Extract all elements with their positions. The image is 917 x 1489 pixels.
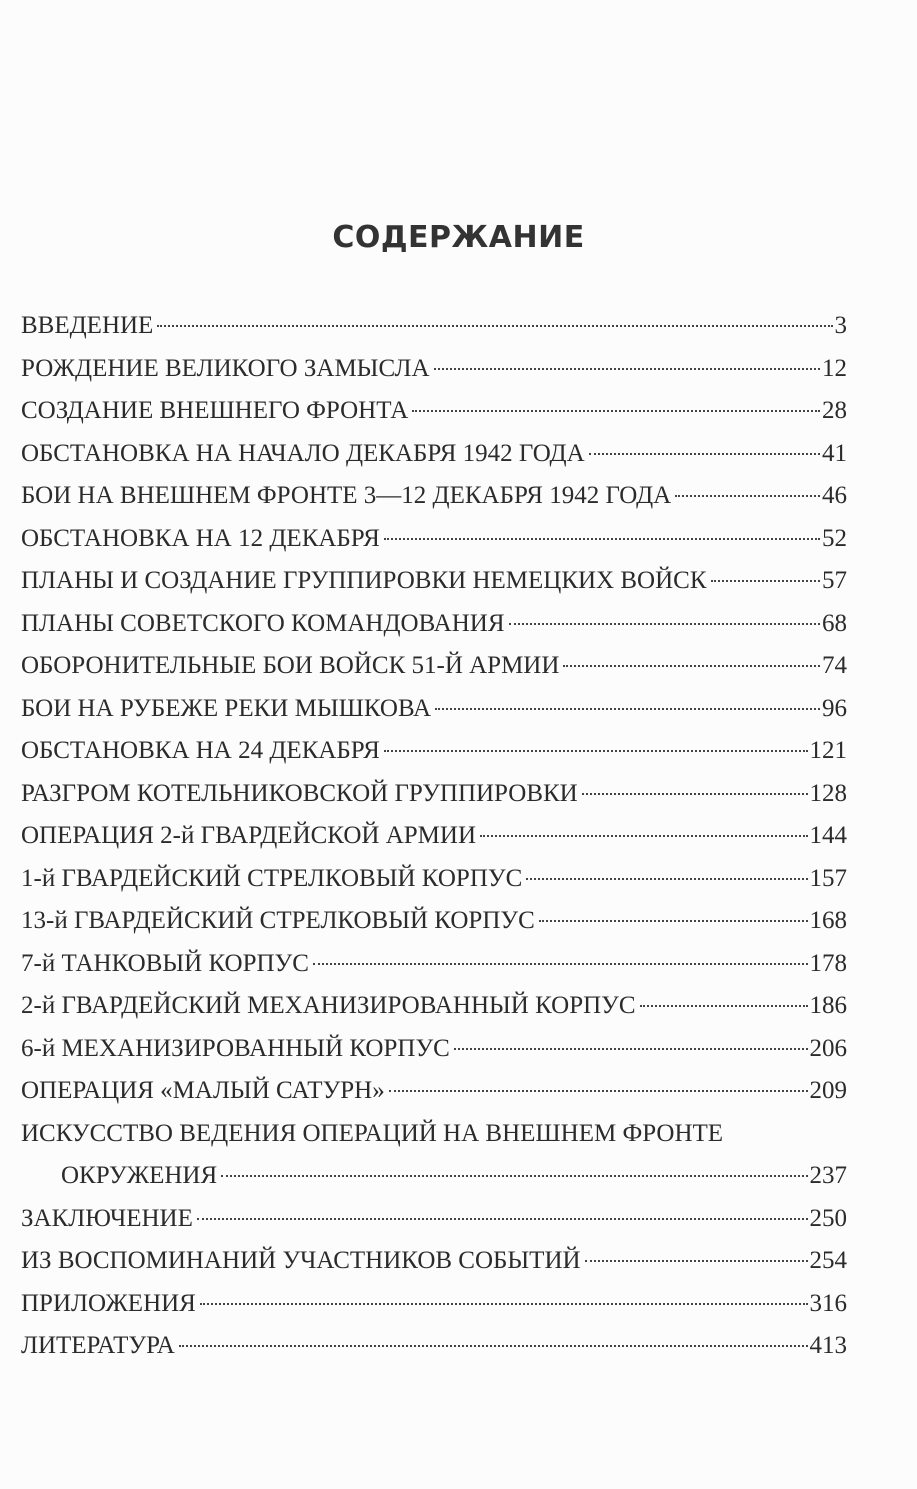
dot-leader — [509, 622, 820, 625]
toc-page-number: 68 — [822, 609, 847, 637]
toc-entry — [21, 560, 847, 603]
toc-entry-label: РАЗГРОМ КОТЕЛЬНИКОВСКОЙ ГРУППИРОВКИ — [21, 779, 578, 807]
dot-leader — [585, 1259, 808, 1262]
toc-page-number: 186 — [809, 992, 847, 1019]
toc-page-number: 178 — [809, 949, 847, 977]
toc-entry — [21, 1283, 847, 1326]
toc-entry-label: ИЗ ВОСПОМИНАНИЙ УЧАСТНИКОВ СОБЫТИЙ — [21, 1247, 581, 1274]
toc-entry — [21, 985, 847, 1028]
toc-page-number: 316 — [809, 1289, 847, 1317]
toc-page-number: 250 — [809, 1204, 847, 1232]
dot-leader — [200, 1302, 808, 1305]
toc-entry-label: 2-й ГВАРДЕЙСКИЙ МЕХАНИЗИРОВАННЫЙ КОРПУС — [21, 992, 636, 1019]
toc-entry — [21, 1240, 847, 1283]
toc-entry-label: 1-й ГВАРДЕЙСКИЙ СТРЕЛКОВЫЙ КОРПУС — [21, 864, 523, 892]
toc-entry-label: ЗАКЛЮЧЕНИЕ — [21, 1204, 193, 1232]
toc-page-number: 128 — [809, 779, 847, 807]
toc-entry — [21, 815, 847, 858]
dot-leader — [563, 664, 820, 667]
toc-page-number: 46 — [822, 482, 847, 509]
toc-entry — [21, 1070, 847, 1113]
dot-leader — [389, 1089, 808, 1092]
dot-leader — [435, 707, 820, 710]
toc-page-number: 57 — [822, 567, 847, 594]
toc-page-number: 168 — [809, 907, 847, 934]
page-title: СОДЕРЖАНИЕ — [332, 220, 585, 255]
toc-entry — [21, 1113, 847, 1198]
dot-leader — [539, 919, 808, 922]
toc-page-number: 144 — [809, 822, 847, 849]
dot-leader — [412, 409, 820, 412]
dot-leader — [675, 494, 820, 497]
toc-page-number: 413 — [809, 1332, 847, 1359]
toc-entry — [21, 730, 847, 773]
toc-entry-label: БОИ НА ВНЕШНЕМ ФРОНТЕ 3—12 ДЕКАБРЯ 1942 ГОДА — [21, 482, 672, 509]
toc-entry — [21, 858, 847, 901]
toc-entry-label: БОИ НА РУБЕЖЕ РЕКИ МЫШКОВА — [21, 694, 432, 722]
dot-leader — [221, 1174, 807, 1177]
toc-entry — [21, 305, 847, 348]
dot-leader — [480, 834, 807, 837]
toc-entry — [21, 433, 847, 476]
toc-entry-label: ВВЕДЕНИЕ — [21, 312, 154, 339]
toc-entry-label: ИСКУССТВО ВЕДЕНИЯ ОПЕРАЦИЙ НА ВНЕШНЕМ ФРОНТЕ — [21, 1119, 724, 1147]
toc-entry-label: 6-й МЕХАНИЗИРОВАННЫЙ КОРПУС — [21, 1034, 450, 1062]
toc-page-number: 157 — [809, 864, 847, 892]
dot-leader — [384, 749, 808, 752]
dot-leader — [197, 1217, 808, 1220]
toc-entry-label: СОЗДАНИЕ ВНЕШНЕГО ФРОНТА — [21, 397, 409, 424]
dot-leader — [179, 1344, 808, 1347]
toc-entry-label: ЛИТЕРАТУРА — [21, 1332, 175, 1359]
toc-entry-label: 13-й ГВАРДЕЙСКИЙ СТРЕЛКОВЫЙ КОРПУС — [21, 907, 535, 934]
dot-leader — [582, 792, 808, 795]
toc-entry-label: ОБОРОНИТЕЛЬНЫЕ БОИ ВОЙСК 51-Й АРМИИ — [21, 652, 560, 679]
toc-entry — [21, 773, 847, 816]
toc-entry-label: ПЛАНЫ И СОЗДАНИЕ ГРУППИРОВКИ НЕМЕЦКИХ ВОЙСК — [21, 567, 707, 594]
toc-entry-label: ОБСТАНОВКА НА 24 ДЕКАБРЯ — [21, 737, 380, 764]
toc-entry-label: ОПЕРАЦИЯ «МАЛЫЙ САТУРН» — [21, 1077, 385, 1104]
toc-entry — [21, 688, 847, 731]
toc-page-number: 12 — [822, 354, 847, 382]
table-of-contents — [21, 305, 847, 1368]
toc-entry-label: РОЖДЕНИЕ ВЕЛИКОГО ЗАМЫСЛА — [21, 354, 430, 382]
dot-leader — [313, 962, 808, 965]
toc-entry-label: ПРИЛОЖЕНИЯ — [21, 1289, 196, 1317]
toc-page-number: 28 — [822, 397, 847, 424]
toc-entry-label: 7-й ТАНКОВЫЙ КОРПУС — [21, 949, 309, 977]
dot-leader — [711, 579, 821, 582]
dot-leader — [589, 452, 820, 455]
toc-entry-label: ПЛАНЫ СОВЕТСКОГО КОМАНДОВАНИЯ — [21, 609, 505, 637]
dot-leader — [454, 1047, 808, 1050]
toc-entry-label: ОПЕРАЦИЯ 2-й ГВАРДЕЙСКОЙ АРМИИ — [21, 822, 477, 849]
toc-entry — [21, 943, 847, 986]
toc-page-number: 52 — [822, 524, 847, 552]
toc-page-number: 3 — [834, 312, 847, 339]
toc-entry — [21, 1198, 847, 1241]
toc-page-number: 254 — [809, 1247, 847, 1274]
dot-leader — [526, 877, 807, 880]
toc-page-number: 209 — [809, 1077, 847, 1104]
toc-entry — [21, 603, 847, 646]
toc-entry — [21, 518, 847, 561]
dot-leader — [157, 324, 832, 327]
dot-leader — [384, 537, 820, 540]
toc-page-number: 237 — [809, 1162, 847, 1189]
dot-leader — [640, 1004, 808, 1007]
toc-entry-label: ОБСТАНОВКА НА 12 ДЕКАБРЯ — [21, 524, 380, 552]
toc-entry — [21, 645, 847, 688]
toc-entry-label: ОБСТАНОВКА НА НАЧАЛО ДЕКАБРЯ 1942 ГОДА — [21, 439, 585, 467]
toc-page-number: 74 — [822, 652, 847, 679]
dot-leader — [434, 367, 820, 370]
toc-entry-label-continued: ОКРУЖЕНИЯ — [61, 1162, 218, 1189]
toc-page-number: 206 — [809, 1034, 847, 1062]
toc-entry — [21, 390, 847, 433]
toc-page-number: 96 — [822, 694, 847, 722]
toc-entry — [21, 900, 847, 943]
toc-entry — [21, 348, 847, 391]
toc-entry — [21, 1028, 847, 1071]
toc-page-number: 121 — [809, 737, 847, 764]
toc-entry — [21, 475, 847, 518]
toc-entry — [21, 1325, 847, 1368]
toc-page-number: 41 — [822, 439, 847, 467]
